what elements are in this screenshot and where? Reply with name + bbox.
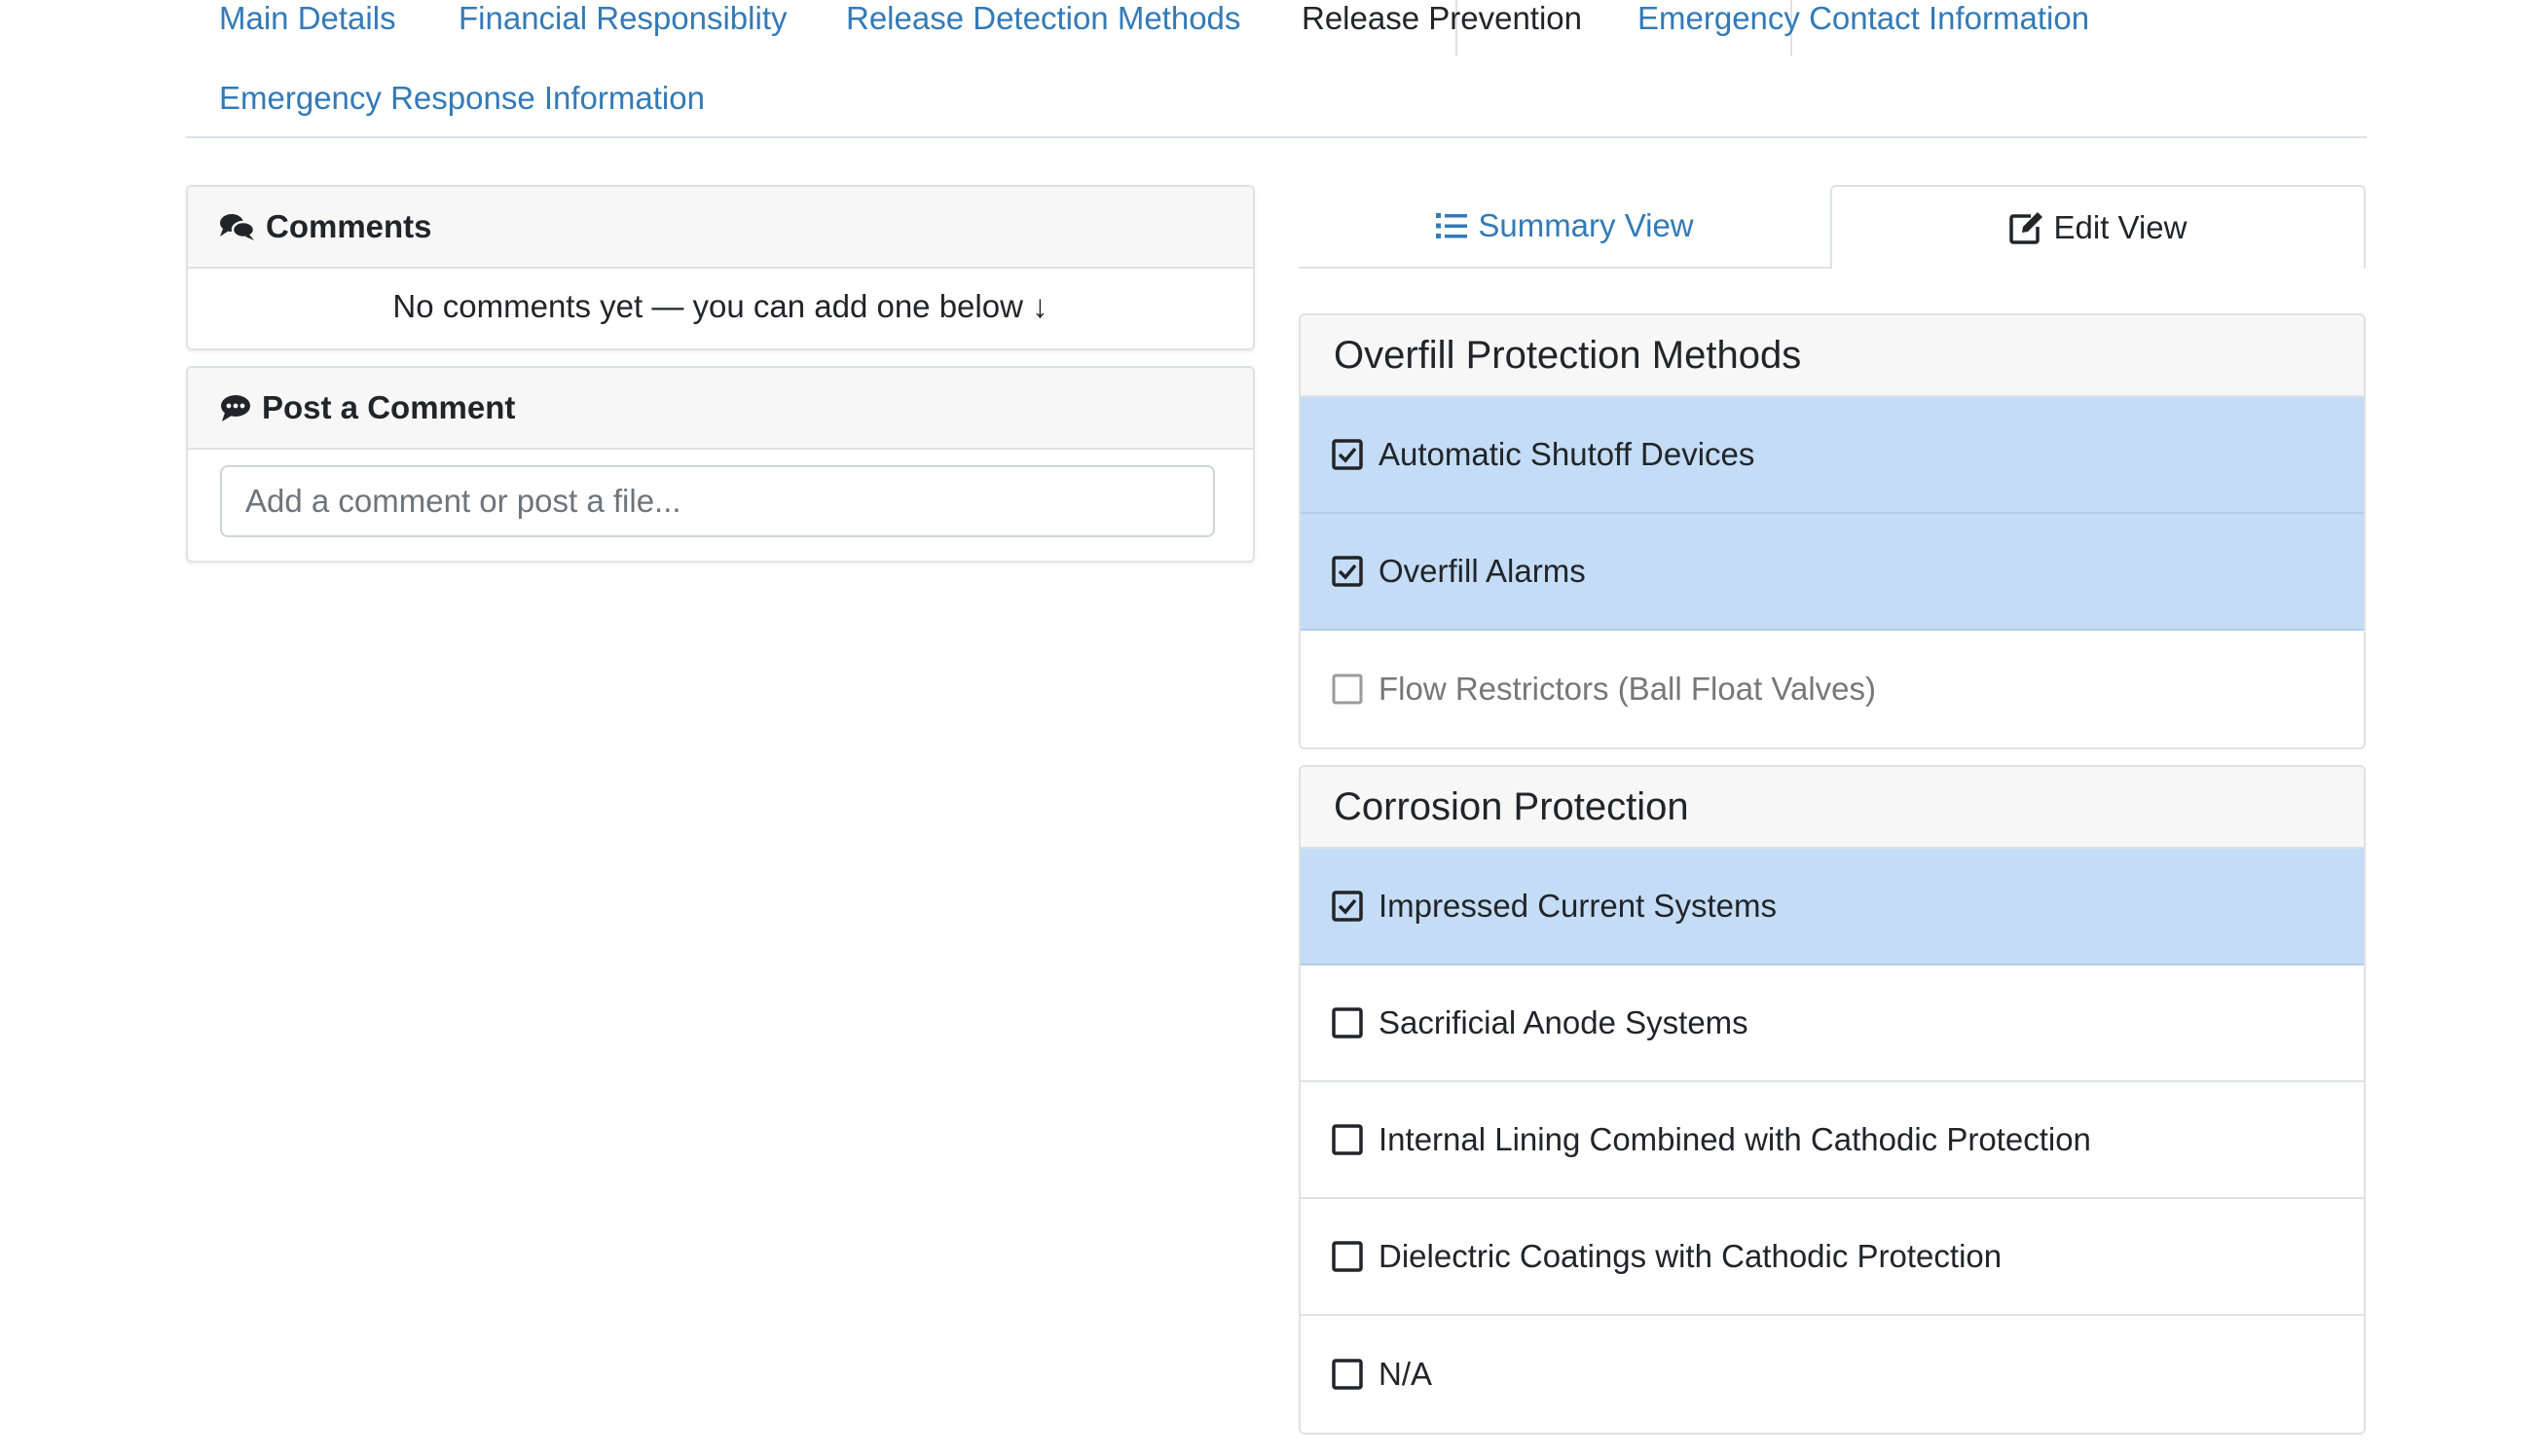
comment-dots-icon xyxy=(219,393,252,422)
main-tab-bar xyxy=(186,0,2367,138)
checklist-item-label: Automatic Shutoff Devices xyxy=(1379,436,1755,472)
corrosion-protection-section xyxy=(1299,765,2366,1435)
tab-release-detection-methods[interactable]: Release Detection Methods xyxy=(846,0,1241,36)
tab-release-prevention[interactable]: Release Prevention xyxy=(1302,0,1583,36)
tab-main-details[interactable]: Main Details xyxy=(219,0,396,36)
comments-empty-message: No comments yet — you can add one below ↓ xyxy=(392,288,1048,324)
checkbox-checked-icon[interactable] xyxy=(1332,556,1363,587)
tab-emergency-contact-information[interactable]: Emergency Contact Information xyxy=(1637,0,2090,36)
section-title: Overfill Protection Methods xyxy=(1301,315,2364,397)
checkbox-empty-icon[interactable] xyxy=(1332,1241,1363,1272)
checkbox-empty-icon[interactable] xyxy=(1332,1359,1363,1390)
comments-title: Comments xyxy=(266,208,432,244)
checklist-item-label: Dielectric Coatings with Cathodic Protection xyxy=(1379,1238,2003,1274)
checkbox-checked-icon[interactable] xyxy=(1332,891,1363,922)
checkbox-empty-icon[interactable] xyxy=(1332,1007,1363,1038)
comments-icon xyxy=(219,212,256,241)
checkbox-disabled-icon xyxy=(1332,673,1363,705)
post-comment-header xyxy=(188,368,1253,450)
view-toggle xyxy=(1299,185,2366,269)
section-title: Corrosion Protection xyxy=(1301,767,2364,849)
list-icon xyxy=(1435,211,1468,240)
comments-panel xyxy=(186,185,1255,350)
checklist-item-label: Impressed Current Systems xyxy=(1379,888,1777,924)
checklist-item-automatic-shutoff-devices[interactable] xyxy=(1301,397,2364,514)
summary-view-label: Summary View xyxy=(1478,207,1694,243)
checklist-item-flow-restrictors xyxy=(1301,631,2364,747)
overfill-protection-section xyxy=(1299,313,2366,749)
summary-view-tab[interactable] xyxy=(1299,185,1830,267)
comment-input[interactable] xyxy=(220,465,1215,537)
edit-icon xyxy=(2009,211,2044,244)
checklist-item-sacrificial-anode-systems[interactable] xyxy=(1301,965,2364,1082)
checklist-item-impressed-current-systems[interactable] xyxy=(1301,849,2364,965)
checklist-item-overfill-alarms[interactable] xyxy=(1301,514,2364,631)
tab-emergency-response-information[interactable]: Emergency Response Information xyxy=(219,80,705,116)
checklist-item-label: Flow Restrictors (Ball Float Valves) xyxy=(1379,671,1877,707)
comments-header xyxy=(188,187,1253,269)
checklist-item-label: Sacrificial Anode Systems xyxy=(1379,1004,1748,1040)
post-comment-title: Post a Comment xyxy=(262,389,516,425)
checkbox-empty-icon[interactable] xyxy=(1332,1124,1363,1155)
checklist-item-label: Overfill Alarms xyxy=(1379,553,1586,589)
checklist-item-label: N/A xyxy=(1379,1356,1433,1392)
tab-financial-responsibility[interactable]: Financial Responsiblity xyxy=(459,0,788,36)
checklist-item-not-applicable[interactable] xyxy=(1301,1316,2364,1433)
edit-view-tab[interactable] xyxy=(1830,185,2366,269)
checklist-item-dielectric-coatings[interactable] xyxy=(1301,1199,2364,1316)
checkbox-checked-icon[interactable] xyxy=(1332,439,1363,470)
edit-view-label: Edit View xyxy=(2053,209,2188,245)
checklist-item-label: Internal Lining Combined with Cathodic Protection xyxy=(1379,1121,2091,1157)
checklist-item-internal-lining[interactable] xyxy=(1301,1082,2364,1199)
